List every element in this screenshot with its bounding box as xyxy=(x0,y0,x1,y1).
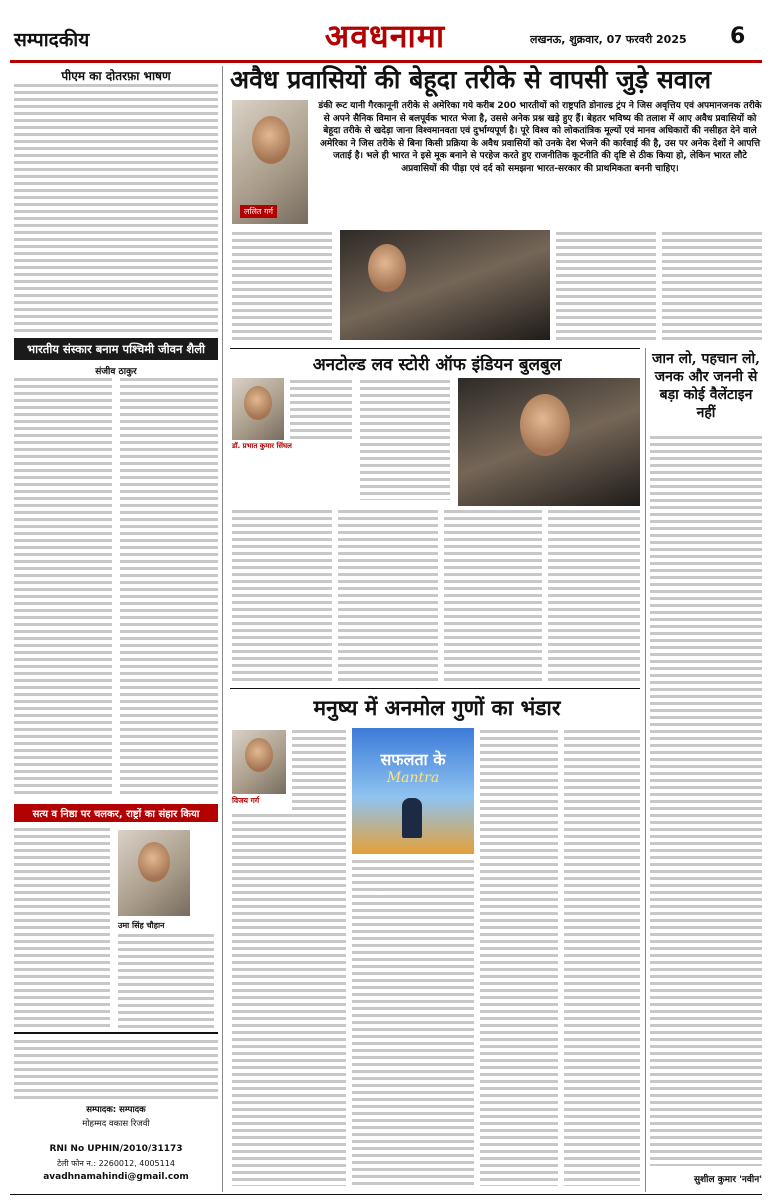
third-body-col2 xyxy=(352,860,474,1186)
page-number: 6 xyxy=(730,24,746,49)
imprint-editor-label: सम्पादक: सम्पादक xyxy=(86,1105,146,1115)
poet-byline: उमा सिंह चौहान xyxy=(118,921,165,930)
imprint-box xyxy=(14,1032,218,1194)
main-body-col1 xyxy=(232,232,332,344)
left-poem-heading-bar xyxy=(14,804,218,822)
second-body-col1 xyxy=(232,510,332,682)
bottom-rule xyxy=(10,1194,762,1195)
left-poem-body xyxy=(14,828,110,1028)
third-story-rule xyxy=(230,688,640,689)
second-photo-singer xyxy=(458,378,640,506)
third-author-photo xyxy=(232,730,286,794)
third-body-col3 xyxy=(480,730,558,1186)
right-headline: जान लो, पहचान लो, जनक और जननी से बड़ा कोई वैलेंटाइन नहीं xyxy=(651,351,761,421)
singer-face xyxy=(520,394,570,456)
masthead xyxy=(10,4,762,62)
main-body-col4 xyxy=(662,232,762,344)
second-intro xyxy=(360,380,450,500)
trump-face xyxy=(368,244,406,292)
second-author-photo xyxy=(232,378,284,440)
main-author-photo xyxy=(232,100,308,224)
left-column-divider xyxy=(222,66,223,1192)
second-body-col4 xyxy=(548,510,640,682)
dateline: लखनऊ, शुक्रवार, 07 फरवरी 2025 xyxy=(530,33,687,46)
second-author-face xyxy=(244,386,272,420)
left-story-heading: भारतीय संस्कार बनाम पश्चिमी जीवन शैली xyxy=(27,341,205,356)
second-body-col2 xyxy=(338,510,438,682)
third-author-caption: विजय गर्ग xyxy=(232,796,260,805)
second-author-caption: डॉ. प्रभात कुमार सिंघल xyxy=(232,442,292,450)
left-top-body xyxy=(14,84,218,334)
third-author-face xyxy=(245,738,273,772)
main-author-face xyxy=(252,116,290,164)
second-headline: अनटोल्ड लव स्टोरी ऑफ इंडियन बुलबुल xyxy=(312,355,562,375)
book-image xyxy=(352,728,474,854)
right-column-divider xyxy=(645,348,646,1192)
imprint-rni: RNI No UPHIN/2010/31173 xyxy=(49,1144,183,1154)
second-story-rule xyxy=(230,348,640,349)
right-body xyxy=(650,436,762,1166)
second-quote xyxy=(290,380,352,440)
imprint-editor-name: मोहम्मद वकास रिजवी xyxy=(82,1119,150,1129)
main-author-caption: ललित गर्ग xyxy=(240,205,277,218)
main-headline: अवैध प्रवासियों की बेहूदा तरीके से वापसी जुड़े सवाल xyxy=(230,65,712,94)
section-label: सम्पादकीय xyxy=(14,29,90,51)
logo-text: अवधनामा xyxy=(324,16,446,55)
left-poem-heading: सत्य व निष्ठा पर चलकर, राष्ट्रों का संहार किया xyxy=(32,809,200,820)
left-top-heading: पीएम का दोतरफ़ा भाषण xyxy=(61,69,171,83)
main-photo-trump xyxy=(340,230,550,340)
left-story-byline: संजीव ठाकुर xyxy=(95,367,137,377)
right-byline: सुशील कुमार 'नवीन' xyxy=(693,1175,762,1185)
poet-face xyxy=(138,842,170,882)
imprint-phone: टेली फोन न.: 2260012, 4005114 xyxy=(57,1159,175,1168)
book-subtitle: Mantra xyxy=(386,770,440,786)
second-body-col3 xyxy=(444,510,542,682)
third-body-col1a xyxy=(292,730,346,810)
third-body-col4 xyxy=(564,730,640,1186)
main-deck: डंकी रूट यानी गैरकानूनी तरीके से अमेरिका गये करीब 200 भारतीयों को राष्ट्रपति डोनाल्ड ट्रंप ने जिस अवृत्तिय एवं अपमानजनक तरीके से अपने सैनिक विमान से बलपूर्वक भारत भेजा है, उससे अनेक प्रश्न खड़े हुए हैं। बेहतर भविष्य की तलाश में आए अवैध प्रवासियों को बेहूदा तरीके से खदेड़ा जाना विश्वमानवता एवं दुर्भाग्यपूर्ण है। पूरे विश्व को लोकतांत्रिक मूल्यों एवं मानव अधिकारों की नसीहत देने वाले अमेरिका ने जिस तरीके से बिना किसी प्रक्रिया के अवैध प्रवासियों को उनके देश भेजने की कार्रवाई की है, उस पर अनेक देशों ने आपत्ति जताई है। भले ही भारत ने इसे मूक बनाने से परहेज करते हुए राजनीतिक कूटनीति की दृष्टि से ठीक किया हो, लेकिन भारत लौटे अप्रवासियों की पीड़ा एवं दर्द को समझना भारत-सरकार की प्राथमिकता बननी चाहिए। xyxy=(318,101,762,174)
third-body-col1 xyxy=(232,814,346,1186)
left-story-body-col1 xyxy=(14,378,112,798)
left-story-body-col2 xyxy=(120,378,218,798)
left-poem-verse xyxy=(118,934,214,1030)
poet-photo xyxy=(118,830,190,916)
left-story-heading-bar xyxy=(14,338,218,360)
book-figure xyxy=(402,798,422,838)
imprint-email: avadhnamahindi@gmail.com xyxy=(43,1172,189,1182)
imprint-text xyxy=(14,1040,218,1100)
third-headline: मनुष्य में अनमोल गुणों का भंडार xyxy=(313,695,561,720)
newspaper-logo xyxy=(300,12,470,58)
masthead-rule xyxy=(10,60,762,63)
book-title: सफलता के xyxy=(380,750,446,769)
main-body-col3 xyxy=(556,232,656,344)
